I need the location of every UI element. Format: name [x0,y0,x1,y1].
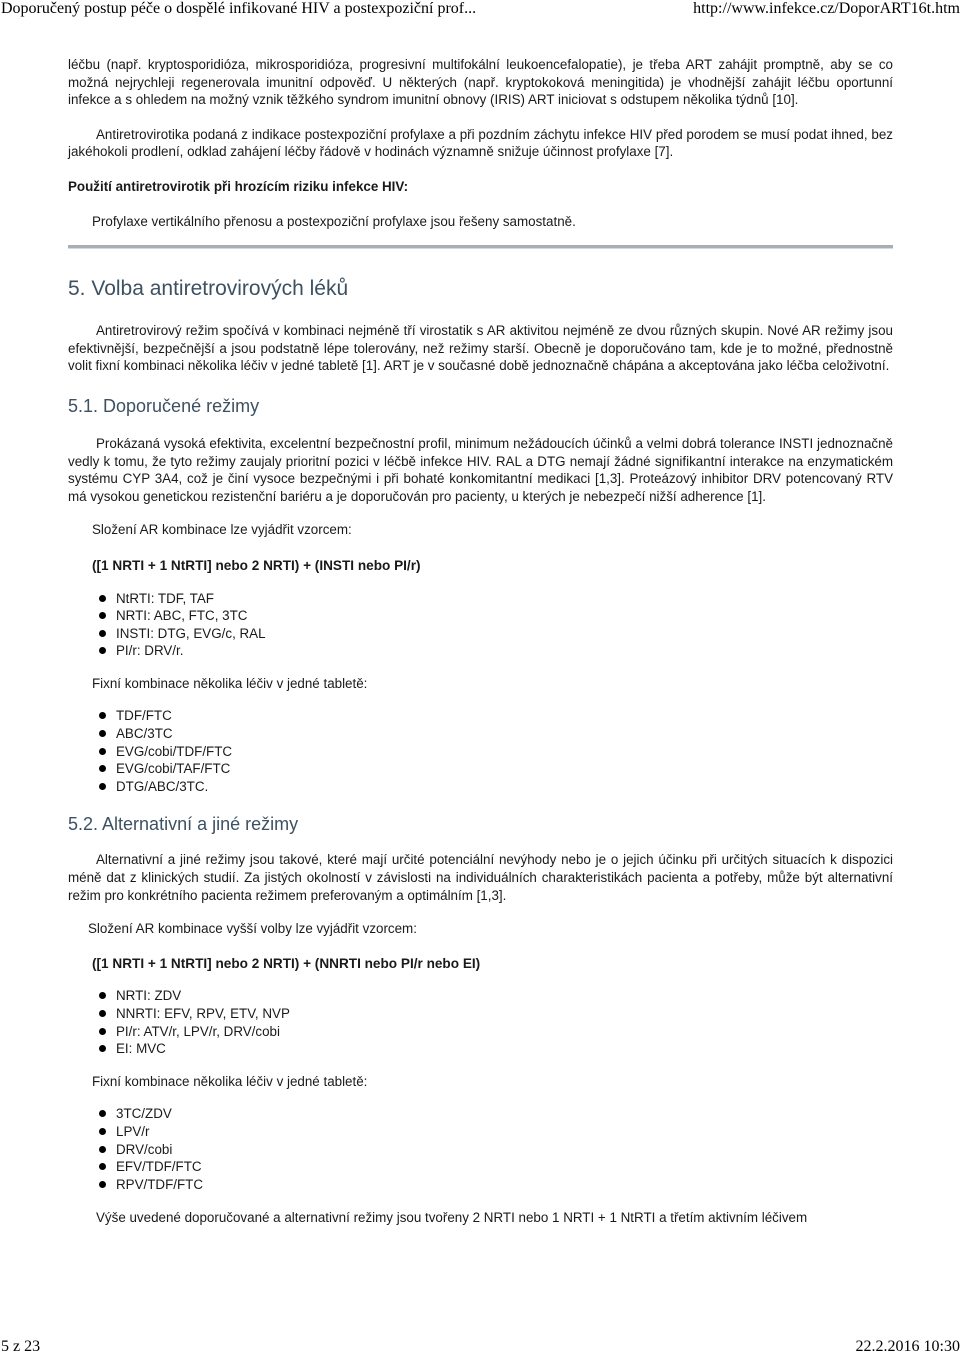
subheading-risk-use: Použití antiretrovirotik při hrozícím riziku infekce HIV: [68,178,409,194]
section-5-1-title: 5.1. Doporučené režimy [68,395,260,416]
fixed-combination-intro-2: Fixní kombinace několika léčiv v jedné tabletě: [92,1073,368,1089]
paragraph-insti-efficacy: Prokázaná vysoká efektivita, excelentní bezpečnostní profil, minimum nežádoucích účinků a velmi dobrá tolerance INSTI jednoznačně vedly k tomu, že tyto režimy zaujaly prioritní pozici v léčbě infekce HIV. RAL a DTG nemají žádné signifikantní interakce na enzymatickém systému CYP 3A4, což je činí vysoce bezpečnými i při bohaté konkomitantní medikaci [1,3]. Proteázový inhibitor DRV potencovaný RTV má vysokou genetickou rezistenční bariéru a je doporučován pro pacienty, u kterých je nebezpečí nižší adherence [1]. [68,435,893,504]
list-item: PI/r: ATV/r, LPV/r, DRV/cobi [98,1023,893,1041]
list-alternative-fixed [68,1105,893,1193]
list-item: EVG/cobi/TDF/FTC [98,743,893,761]
list-recommended-classes [68,590,893,660]
list-item: NRTI: ZDV [98,987,893,1005]
formula-2: ([1 NRTI + 1 NtRTI] nebo 2 NRTI) + (NNRTI nebo PI/r nebo EI) [92,955,481,971]
bullet-icon [99,765,106,772]
bullet-icon [99,595,106,602]
bullet-icon [99,630,106,637]
list-item: LPV/r [98,1123,893,1141]
print-datetime: 22.2.2016 10:30 [855,1338,960,1355]
list-recommended-fixed [68,707,893,795]
bullet-icon [99,1028,106,1035]
formula-1-intro: Složení AR kombinace lze vyjádřit vzorcem: [92,522,352,538]
paragraph-iris: léčbu (např. kryptosporidióza, mikrosporidióza, progresivní multifokální leukoencefalopatie), je třeba ART zahájit promptně, aby se co možná nejrychleji regenerovala imunitní odpověď. U některých (např. kryptokoková meningitida) je vhodnější zahájit léčbu oportunní infekce a s ohledem na možný vznik těžkého syndrom imunitní obnovy (IRIS) ART iniciovat s odstupem několika týdnů [10]. [68,57,893,108]
list-item: NtRTI: TDF, TAF [98,590,893,608]
bullet-icon [99,748,106,755]
fixed-combination-intro-1: Fixní kombinace několika léčiv v jedné tabletě: [92,675,368,691]
list-item: NNRTI: EFV, RPV, ETV, NVP [98,1005,893,1023]
list-item: EFV/TDF/FTC [98,1158,893,1176]
list-item: PI/r: DRV/r. [98,642,893,660]
print-footer [0,1338,960,1358]
list-item: DRV/cobi [98,1141,893,1159]
print-header [0,0,960,20]
list-alternative-classes [68,987,893,1057]
list-item: EI: MVC [98,1040,893,1058]
list-item: ABC/3TC [98,725,893,743]
paragraph-regimen-intro: Antiretrovirový režim spočívá v kombinaci nejméně tří virostatik s AR aktivitou nejméně ze dvou různých skupin. Nové AR režimy jsou efektivnější, bezpečnější a jsou podstatně lépe tolerovány, než režimy starší. Obecně je doporučováno tam, kde je to možné, přednostně volit fixní kombinaci několika léčiv v jedné tabletě [1]. ART je v současné době jednoznačně chápána a akceptována jako léčba celoživotní. [68,323,893,374]
list-item: NRTI: ABC, FTC, 3TC [98,607,893,625]
formula-2-intro: Složení AR kombinace vyšší volby lze vyjádřit vzorcem: [88,921,417,937]
bullet-icon [99,1010,106,1017]
bullet-icon [99,647,106,654]
bullet-icon [99,992,106,999]
bullet-icon [99,1163,106,1170]
section-5-2-title: 5.2. Alternativní a jiné režimy [68,814,299,835]
page-number: 5 z 23 [1,1338,41,1355]
bullet-icon [99,1146,106,1153]
bullet-icon [99,612,106,619]
bullet-icon [99,1128,106,1135]
list-item: INSTI: DTG, EVG/c, RAL [98,625,893,643]
list-item: RPV/TDF/FTC [98,1176,893,1194]
formula-1: ([1 NRTI + 1 NtRTI] nebo 2 NRTI) + (INSTI nebo PI/r) [92,557,421,573]
list-item: EVG/cobi/TAF/FTC [98,760,893,778]
horizontal-divider [68,245,893,249]
document-body [68,56,893,1227]
document-url[interactable]: http://www.infekce.cz/DoporART16t.htm [693,0,960,17]
paragraph-regimen-summary: Výše uvedené doporučované a alternativní režimy jsou tvořeny 2 NRTI nebo 1 NRTI + 1 NtRTI a třetím aktivním léčivem [96,1210,808,1226]
bullet-icon [99,1110,106,1117]
bullet-icon [99,1181,106,1188]
bullet-icon [99,730,106,737]
paragraph-alternative-regimens: Alternativní a jiné režimy jsou takové, které mají určité potenciální nevýhody nebo je o jejich účinku při určitých situacích k dispozici méně dat z klinických studií. Za jistých okolností v závislosti na individuálních charakteristikách pacienta a potřeby, může být alternativní režim pro konkrétního pacienta režimem preferovaným a optimálním [1,3]. [68,852,893,903]
paragraph-vertical-prophylaxis: Profylaxe vertikálního přenosu a postexpoziční profylaxe jsou řešeny samostatně. [92,213,576,229]
bullet-icon [99,712,106,719]
document-title: Doporučený postup péče o dospělé infikované HIV a postexpoziční prof... [1,0,477,17]
section-5-title: 5. Volba antiretrovirových léků [68,277,349,301]
list-item: 3TC/ZDV [98,1105,893,1123]
paragraph-pep-timing: Antiretrovirotika podaná z indikace postexpoziční profylaxe a při pozdním záchytu infekce HIV před porodem se musí podat ihned, bez jakéhokoli prodlení, odklad zahájení léčby řádově v hodinách významně snižuje účinnost profylaxe [7]. [68,126,893,160]
list-item: DTG/ABC/3TC. [98,778,893,796]
list-item: TDF/FTC [98,707,893,725]
bullet-icon [99,1045,106,1052]
bullet-icon [99,783,106,790]
